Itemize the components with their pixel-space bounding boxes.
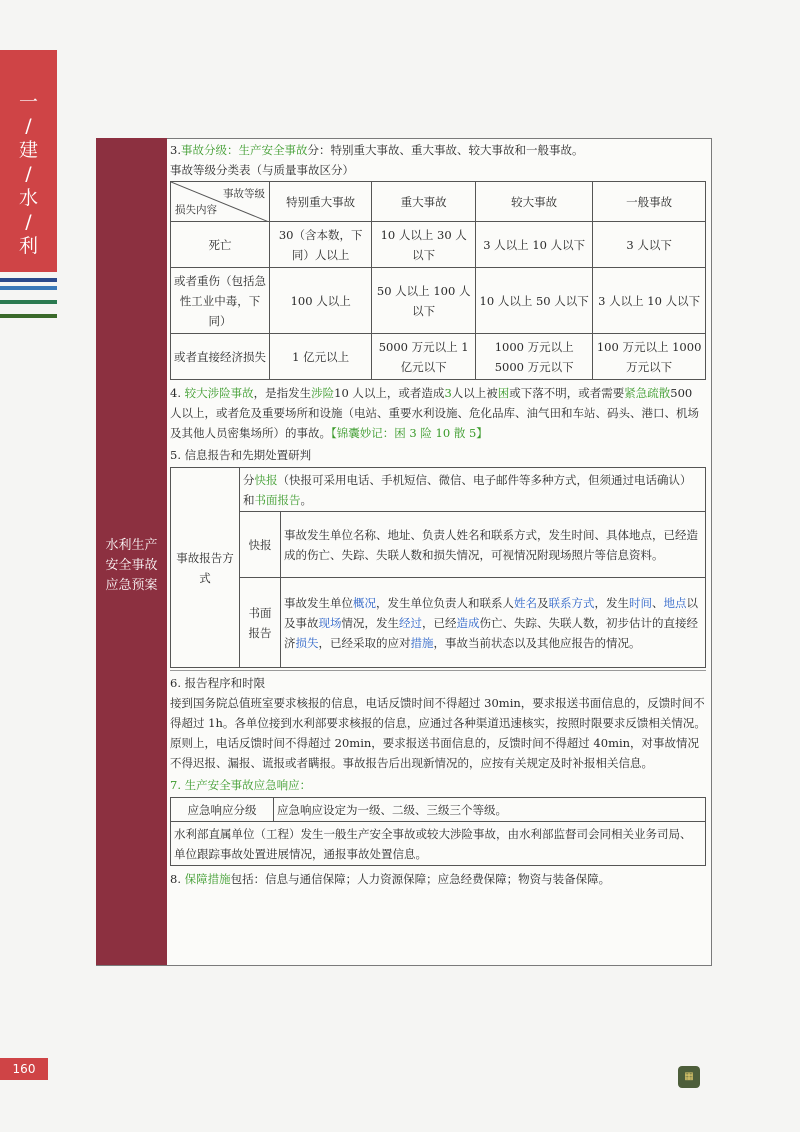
chapter-char: 一 — [18, 91, 38, 113]
kuaibao-text: 事故发生单位名称、地址、负责人姓名和联系方式，发生时间、具体地点，已经造成的伤亡、失踪、失联人数和损失情况，可视情况附现场照片等信息资料。 — [281, 512, 706, 578]
chapter-tab — [0, 50, 57, 272]
diag-line — [171, 182, 269, 222]
page-number: 160 — [0, 1058, 48, 1080]
header-cell: 重大事故 — [372, 182, 476, 222]
section-column — [96, 138, 167, 965]
s8-paragraph: 8. 保障措施包括：信息与通信保障；人力资源保障；应急经费保障；物资与装备保障。 — [170, 872, 611, 886]
grade-table — [170, 181, 706, 380]
s5-heading: 5. 信息报告和先期处置研判 — [170, 448, 312, 462]
section-label: 水利生产 安全事故 应急预案 — [105, 538, 158, 593]
shumian-text: 事故发生单位概况，发生单位负责人和联系人姓名及联系方式，发生时间、地点以及事故现场情况，发生经过，已经造成伤亡、失踪、失联人数，初步估计的直接经济损失，已经采取的应对措施，事故当前状态以及其他应报告的情况。 — [281, 578, 706, 668]
book-icon: ▦ — [678, 1066, 700, 1088]
response-table — [170, 797, 706, 866]
response-level-text: 应急响应设定为一级、二级、三级三个等级。 — [274, 798, 706, 822]
corner-cell: 事故等级 损失内容 — [171, 182, 270, 222]
stripe-green — [0, 300, 57, 304]
s4-paragraph: 4. 较大涉险事故，是指发生涉险10 人以上，或者造成3人以上被困或下落不明，或者需要紧急疏散500 人以上，或者危及重要场所和设施（电站、重要水利设施、危化品库、油气田和车站、码头、港口、机场及其他人员密集场所）的事故。【锦囊妙记：困 3 险 10 散 5】 — [170, 386, 699, 440]
chapter-char: 利 — [18, 235, 38, 257]
shumian-label: 书面报告 — [240, 578, 281, 668]
stripe-blue — [0, 278, 57, 282]
stripe-darkgreen — [0, 314, 57, 318]
header-cell: 一般事故 — [593, 182, 706, 222]
chapter-label: 一 / 建 / 水 / 利 — [0, 90, 57, 258]
table-row: 或者重伤（包括急性工业中毒，下同） 100 人以上 50 人以上 100 人以下 10 人以上 50 人以下 3 人以上 10 人以下 — [171, 268, 706, 334]
table-row: 或者直接经济损失 1 亿元以上 5000 万元以上 1 亿元以下 1000 万元以上 5000 万元以下 100 万元以上 1000 万元以下 — [171, 334, 706, 380]
table-row: 死亡 30（含本数，下同）人以上 10 人以上 30 人以下 3 人以上 10 人以下 3 人以下 — [171, 222, 706, 268]
chapter-char: 建 — [18, 139, 38, 161]
header-cell: 特别重大事故 — [270, 182, 372, 222]
report-row: 分快报（快报可采用电话、手机短信、微信、电子邮件等多种方式，但须通过电话确认）和书面报告。 — [240, 468, 706, 512]
s6-heading: 6. 报告程序和时限 — [170, 676, 266, 690]
response-detail: 水利部直属单位（工程）发生一般生产安全事故或较大涉险事故，由水利部监督司会同相关业务司局、单位跟踪事故处置进展情况，通报事故处置信息。 — [171, 822, 706, 866]
divider — [170, 670, 706, 671]
report-method-label: 事故报告方式 — [171, 468, 240, 668]
stripe-lightblue — [0, 286, 57, 290]
report-table — [170, 467, 706, 668]
kuaibao-label: 快报 — [240, 512, 281, 578]
response-level-label: 应急响应分级 — [171, 798, 274, 822]
s7-heading: 7. 生产安全事故应急响应： — [170, 778, 312, 792]
header-cell: 较大事故 — [476, 182, 593, 222]
s3-heading: 3.事故分级：生产安全事故分：特别重大事故、重大事故、较大事故和一般事故。 — [170, 143, 584, 157]
chapter-char: 水 — [18, 187, 38, 209]
table-title: 事故等级分类表（与质量事故区分） — [170, 163, 354, 177]
content — [170, 140, 706, 889]
s6-body: 接到国务院总值班室要求核报的信息，电话反馈时间不得超过 30min，要求报送书面信息的，反馈时间不得超过 1h。各单位接到水利部要求核报的信息，应通过各种渠道迅速核实，按照时限要求反馈相关情况。原则上，电话反馈时间不得超过 20min，要求报送书面信息的，反馈时间不得超过 40min，对事故情况不得迟报、漏报、谎报或者瞒报。事故报告后出现新情况的，应按有关规定及时补报相关信息。 — [170, 696, 706, 770]
